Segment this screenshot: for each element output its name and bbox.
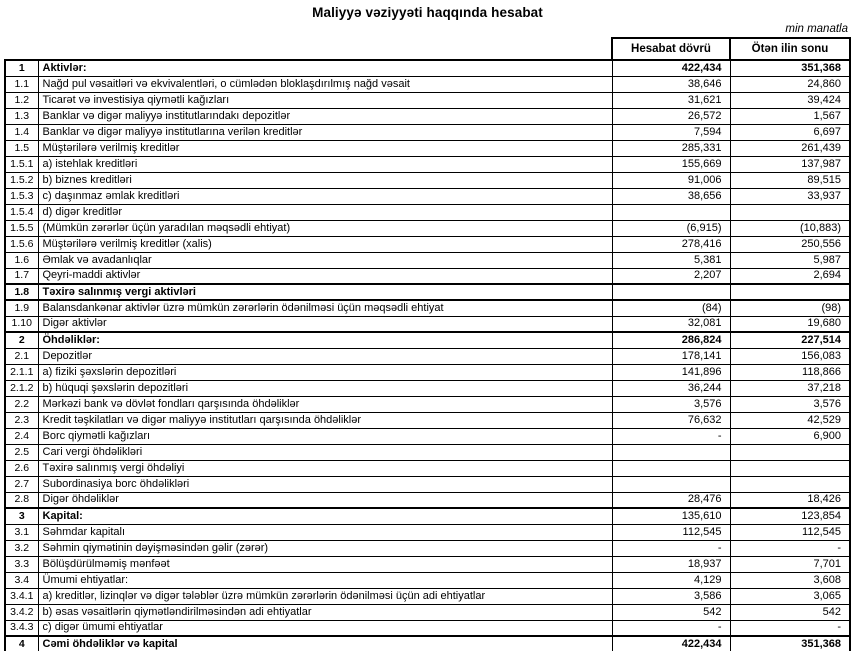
page-title: Maliyyə vəziyyəti haqqında hesabat bbox=[312, 5, 543, 20]
row-value-previous: 19,680 bbox=[730, 316, 850, 332]
table-header bbox=[5, 38, 850, 60]
table-row bbox=[5, 476, 850, 492]
table-row bbox=[5, 620, 850, 636]
row-number: 3 bbox=[5, 508, 38, 524]
row-value-previous: (10,883) bbox=[730, 220, 850, 236]
row-value-current: 31,621 bbox=[612, 92, 730, 108]
table-row bbox=[5, 364, 850, 380]
column-header-current: Hesabat dövrü bbox=[612, 38, 730, 60]
row-value-previous: 39,424 bbox=[730, 92, 850, 108]
row-number: 1.8 bbox=[5, 284, 38, 300]
row-value-previous: (98) bbox=[730, 300, 850, 316]
row-number: 3.1 bbox=[5, 524, 38, 540]
row-label: Borc qiymətli kağızları bbox=[38, 428, 612, 444]
row-value-previous: - bbox=[730, 620, 850, 636]
row-value-current: 3,576 bbox=[612, 396, 730, 412]
table-row bbox=[5, 108, 850, 124]
table-row bbox=[5, 204, 850, 220]
row-value-previous: - bbox=[730, 540, 850, 556]
row-number: 3.4.2 bbox=[5, 604, 38, 620]
row-number: 2.4 bbox=[5, 428, 38, 444]
row-label: Təxirə salınmış vergi öhdəliyi bbox=[38, 460, 612, 476]
row-value-previous: 3,065 bbox=[730, 588, 850, 604]
row-number: 1.7 bbox=[5, 268, 38, 284]
table-row bbox=[5, 524, 850, 540]
row-value-previous: 18,426 bbox=[730, 492, 850, 508]
row-value-previous: 542 bbox=[730, 604, 850, 620]
row-value-previous: 118,866 bbox=[730, 364, 850, 380]
row-label: Bölüşdürülməmiş mənfəət bbox=[38, 556, 612, 572]
row-number: 1.2 bbox=[5, 92, 38, 108]
row-number: 2.5 bbox=[5, 444, 38, 460]
row-value-current: 422,434 bbox=[612, 636, 730, 651]
row-label: b) biznes kreditləri bbox=[38, 172, 612, 188]
row-number: 1.10 bbox=[5, 316, 38, 332]
row-label: Qeyri-maddi aktivlər bbox=[38, 268, 612, 284]
table-row bbox=[5, 76, 850, 92]
table-row bbox=[5, 460, 850, 476]
row-value-previous: 137,987 bbox=[730, 156, 850, 172]
row-value-previous: 112,545 bbox=[730, 524, 850, 540]
row-label: Digər aktivlər bbox=[38, 316, 612, 332]
row-number: 2.3 bbox=[5, 412, 38, 428]
row-value-current: 38,646 bbox=[612, 76, 730, 92]
column-header-previous: Ötən ilin sonu bbox=[730, 38, 850, 60]
row-value-current: 178,141 bbox=[612, 348, 730, 364]
row-label: Banklar və digər maliyyə institutlarındakı depozitlər bbox=[38, 108, 612, 124]
table-row bbox=[5, 348, 850, 364]
table-row bbox=[5, 604, 850, 620]
row-number: 1.9 bbox=[5, 300, 38, 316]
financial-table bbox=[4, 37, 851, 651]
row-number: 3.3 bbox=[5, 556, 38, 572]
row-value-previous: 123,854 bbox=[730, 508, 850, 524]
row-number: 2.2 bbox=[5, 396, 38, 412]
row-value-current: - bbox=[612, 540, 730, 556]
table-row bbox=[5, 316, 850, 332]
row-label: (Mümkün zərərlər üçün yaradılan məqsədli ehtiyat) bbox=[38, 220, 612, 236]
row-label: Cəmi öhdəliklər və kapital bbox=[38, 636, 612, 651]
table-row bbox=[5, 492, 850, 508]
row-value-previous: 7,701 bbox=[730, 556, 850, 572]
table-row bbox=[5, 572, 850, 588]
row-number: 2.1.1 bbox=[5, 364, 38, 380]
row-number: 1.5.3 bbox=[5, 188, 38, 204]
row-label: Banklar və digər maliyyə institutlarına verilən kreditlər bbox=[38, 124, 612, 140]
row-label: Səhmin qiymətinin dəyişməsindən gəlir (zərər) bbox=[38, 540, 612, 556]
row-number: 3.4 bbox=[5, 572, 38, 588]
row-value-previous: 2,694 bbox=[730, 268, 850, 284]
row-value-previous: 33,937 bbox=[730, 188, 850, 204]
row-number: 2.1.2 bbox=[5, 380, 38, 396]
row-number: 2.6 bbox=[5, 460, 38, 476]
row-value-current: 422,434 bbox=[612, 60, 730, 76]
table-row bbox=[5, 268, 850, 284]
row-value-current: 2,207 bbox=[612, 268, 730, 284]
row-label: b) hüquqi şəxslərin depozitləri bbox=[38, 380, 612, 396]
row-value-current: 4,129 bbox=[612, 572, 730, 588]
row-value-current: 285,331 bbox=[612, 140, 730, 156]
table-row bbox=[5, 252, 850, 268]
row-value-previous: 156,083 bbox=[730, 348, 850, 364]
table-row bbox=[5, 396, 850, 412]
row-value-previous: 227,514 bbox=[730, 332, 850, 348]
row-value-previous bbox=[730, 444, 850, 460]
row-value-current: (6,915) bbox=[612, 220, 730, 236]
header-spacer bbox=[5, 38, 612, 60]
row-number: 4 bbox=[5, 636, 38, 651]
row-value-previous: 351,368 bbox=[730, 60, 850, 76]
row-number: 1.5.6 bbox=[5, 236, 38, 252]
row-number: 1.5.1 bbox=[5, 156, 38, 172]
row-value-current bbox=[612, 444, 730, 460]
row-number: 3.2 bbox=[5, 540, 38, 556]
row-value-current: 76,632 bbox=[612, 412, 730, 428]
row-value-current: 7,594 bbox=[612, 124, 730, 140]
row-number: 1.6 bbox=[5, 252, 38, 268]
row-number: 2 bbox=[5, 332, 38, 348]
table-row bbox=[5, 444, 850, 460]
row-label: Ticarət və investisiya qiymətli kağızları bbox=[38, 92, 612, 108]
table-row bbox=[5, 556, 850, 572]
row-value-current: 112,545 bbox=[612, 524, 730, 540]
row-label: Nağd pul vəsaitləri və ekvivalentləri, o cümlədən bloklaşdırılmış nağd vəsait bbox=[38, 76, 612, 92]
row-label: Aktivlər: bbox=[38, 60, 612, 76]
row-value-current: 135,610 bbox=[612, 508, 730, 524]
row-value-previous bbox=[730, 460, 850, 476]
row-label: Depozitlər bbox=[38, 348, 612, 364]
row-value-current: - bbox=[612, 428, 730, 444]
row-value-current: 3,586 bbox=[612, 588, 730, 604]
row-label: Kredit təşkilatları və digər maliyyə institutları qarşısında öhdəliklər bbox=[38, 412, 612, 428]
table-body bbox=[5, 60, 850, 651]
table-row bbox=[5, 188, 850, 204]
table-row bbox=[5, 236, 850, 252]
row-value-current: 5,381 bbox=[612, 252, 730, 268]
row-value-previous bbox=[730, 204, 850, 220]
table-row bbox=[5, 636, 850, 651]
row-label: Səhmdar kapitalı bbox=[38, 524, 612, 540]
table-row bbox=[5, 412, 850, 428]
table-row bbox=[5, 284, 850, 300]
table-row bbox=[5, 172, 850, 188]
row-value-previous: 6,697 bbox=[730, 124, 850, 140]
row-label: c) daşınmaz əmlak kreditləri bbox=[38, 188, 612, 204]
row-number: 3.4.3 bbox=[5, 620, 38, 636]
row-label: Əmlak və avadanlıqlar bbox=[38, 252, 612, 268]
row-number: 1 bbox=[5, 60, 38, 76]
row-value-current bbox=[612, 284, 730, 300]
row-label: Cari vergi öhdəlikləri bbox=[38, 444, 612, 460]
table-row bbox=[5, 300, 850, 316]
row-label: Kapital: bbox=[38, 508, 612, 524]
row-value-previous: 89,515 bbox=[730, 172, 850, 188]
table-row bbox=[5, 332, 850, 348]
table-row bbox=[5, 588, 850, 604]
table-row bbox=[5, 508, 850, 524]
table-row bbox=[5, 156, 850, 172]
row-value-current bbox=[612, 460, 730, 476]
unit-note: min manatla bbox=[785, 23, 848, 35]
row-value-current: 91,006 bbox=[612, 172, 730, 188]
row-value-previous: 6,900 bbox=[730, 428, 850, 444]
row-value-current: (84) bbox=[612, 300, 730, 316]
row-value-previous: 3,576 bbox=[730, 396, 850, 412]
row-label: Digər öhdəliklər bbox=[38, 492, 612, 508]
row-label: Müştərilərə verilmiş kreditlər bbox=[38, 140, 612, 156]
row-number: 1.5.5 bbox=[5, 220, 38, 236]
row-value-previous bbox=[730, 476, 850, 492]
row-label: Öhdəliklər: bbox=[38, 332, 612, 348]
row-value-previous: 24,860 bbox=[730, 76, 850, 92]
row-number: 1.5.4 bbox=[5, 204, 38, 220]
row-value-current: 286,824 bbox=[612, 332, 730, 348]
row-value-previous: 351,368 bbox=[730, 636, 850, 651]
row-value-previous: 250,556 bbox=[730, 236, 850, 252]
row-value-current: 36,244 bbox=[612, 380, 730, 396]
row-number: 1.5 bbox=[5, 140, 38, 156]
table-row bbox=[5, 124, 850, 140]
table-row bbox=[5, 380, 850, 396]
row-label: a) istehlak kreditləri bbox=[38, 156, 612, 172]
table-row bbox=[5, 220, 850, 236]
row-label: Müştərilərə verilmiş kreditlər (xalis) bbox=[38, 236, 612, 252]
row-label: Təxirə salınmış vergi aktivləri bbox=[38, 284, 612, 300]
row-value-previous bbox=[730, 284, 850, 300]
row-label: a) fiziki şəxslərin depozitləri bbox=[38, 364, 612, 380]
row-label: Mərkəzi bank və dövlət fondları qarşısında öhdəliklər bbox=[38, 396, 612, 412]
row-value-current: 32,081 bbox=[612, 316, 730, 332]
row-value-previous: 1,567 bbox=[730, 108, 850, 124]
row-value-previous: 42,529 bbox=[730, 412, 850, 428]
row-number: 2.1 bbox=[5, 348, 38, 364]
row-number: 1.5.2 bbox=[5, 172, 38, 188]
row-label: Balansdankənar aktivlər üzrə mümkün zərərlərin ödənilməsi üçün məqsədli ehtiyat bbox=[38, 300, 612, 316]
row-label: Ümumi ehtiyatlar: bbox=[38, 572, 612, 588]
row-value-current: 141,896 bbox=[612, 364, 730, 380]
row-number: 2.7 bbox=[5, 476, 38, 492]
row-label: a) kreditlər, lizinqlər və digər tələblər üzrə mümkün zərərlərin ödənilməsi üçün adi ehtiyatlar bbox=[38, 588, 612, 604]
table-row bbox=[5, 140, 850, 156]
row-value-current: 28,476 bbox=[612, 492, 730, 508]
row-label: c) digər ümumi ehtiyatlar bbox=[38, 620, 612, 636]
table-row bbox=[5, 540, 850, 556]
row-number: 2.8 bbox=[5, 492, 38, 508]
table-row bbox=[5, 92, 850, 108]
row-value-current: 38,656 bbox=[612, 188, 730, 204]
row-number: 1.3 bbox=[5, 108, 38, 124]
row-value-current: - bbox=[612, 620, 730, 636]
table-row bbox=[5, 428, 850, 444]
row-label: d) digər kreditlər bbox=[38, 204, 612, 220]
row-value-current: 542 bbox=[612, 604, 730, 620]
row-value-previous: 5,987 bbox=[730, 252, 850, 268]
row-value-previous: 3,608 bbox=[730, 572, 850, 588]
row-value-current: 26,572 bbox=[612, 108, 730, 124]
row-value-previous: 37,218 bbox=[730, 380, 850, 396]
row-number: 1.1 bbox=[5, 76, 38, 92]
row-value-current bbox=[612, 476, 730, 492]
row-number: 3.4.1 bbox=[5, 588, 38, 604]
table-row bbox=[5, 60, 850, 76]
row-value-previous: 261,439 bbox=[730, 140, 850, 156]
row-number: 1.4 bbox=[5, 124, 38, 140]
row-label: Subordinasiya borc öhdəlikləri bbox=[38, 476, 612, 492]
row-value-current: 18,937 bbox=[612, 556, 730, 572]
row-value-current: 155,669 bbox=[612, 156, 730, 172]
row-value-current: 278,416 bbox=[612, 236, 730, 252]
row-label: b) əsas vəsaitlərin qiymətləndirilməsindən adi ehtiyatlar bbox=[38, 604, 612, 620]
row-value-current bbox=[612, 204, 730, 220]
